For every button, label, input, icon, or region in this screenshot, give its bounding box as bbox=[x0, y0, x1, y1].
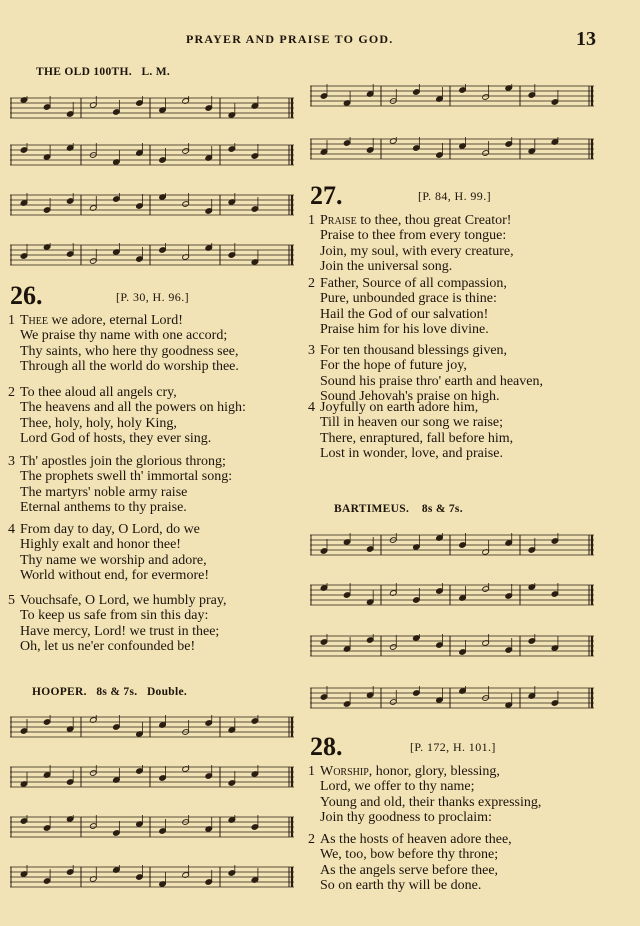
verse-text: we adore, eternal Lord! bbox=[48, 313, 183, 328]
verse-text: For ten thousand blessings given, bbox=[320, 343, 508, 358]
verse-line bbox=[8, 500, 232, 515]
verse-text: Praise him for his love divine. bbox=[320, 322, 489, 338]
music-staff bbox=[10, 193, 294, 217]
verse-line bbox=[8, 593, 226, 608]
page-number: 13 bbox=[576, 28, 596, 50]
verse-line bbox=[308, 343, 543, 358]
hymn-number: 28. bbox=[310, 732, 343, 761]
verse-line bbox=[8, 485, 232, 500]
verse-line bbox=[308, 400, 513, 415]
staff-graphic bbox=[310, 137, 594, 161]
verse-text: Sound Jehovah's praise on high. bbox=[320, 389, 500, 405]
verse-line bbox=[308, 307, 507, 322]
verse-number: 1 bbox=[308, 764, 315, 779]
verse-text: Have mercy, Lord! we trust in thee; bbox=[20, 623, 220, 639]
verse-text: Vouchsafe, O Lord, we humbly pray, bbox=[20, 593, 227, 608]
verse-text: From day to day, O Lord, do we bbox=[20, 522, 200, 537]
verse-text: The prophets swell th' immortal song: bbox=[20, 469, 233, 485]
verse-text: Lord, we offer to thy name; bbox=[320, 779, 475, 795]
verse-line bbox=[8, 400, 246, 415]
music-staff bbox=[10, 96, 294, 120]
verse-text: Thee, holy, holy, holy King, bbox=[20, 415, 177, 431]
staff-graphic bbox=[10, 143, 294, 167]
hymn-number: 26. bbox=[10, 281, 43, 310]
verse-text: Through all the world do worship thee. bbox=[20, 359, 239, 375]
staff-graphic bbox=[10, 96, 294, 120]
verse-line bbox=[8, 522, 209, 537]
verse bbox=[8, 385, 246, 447]
verse-text: Lost in wonder, love, and praise. bbox=[320, 446, 503, 462]
staff-graphic bbox=[10, 815, 294, 839]
verse-text: Hail the God of our salvation! bbox=[320, 306, 489, 322]
verse-text: As the hosts of heaven adore thee, bbox=[320, 832, 512, 847]
verse-line bbox=[308, 764, 541, 779]
verse-text: So on earth thy will be done. bbox=[320, 878, 482, 894]
verse-number: 4 bbox=[8, 522, 15, 537]
verse-line bbox=[8, 553, 209, 568]
verse-number: 2 bbox=[8, 385, 15, 400]
verse bbox=[8, 313, 239, 375]
verse-text: To keep us safe from sin this day: bbox=[20, 608, 209, 624]
verse-line bbox=[308, 795, 541, 810]
music-staff bbox=[310, 686, 594, 710]
verse-line bbox=[308, 847, 512, 862]
verse-line bbox=[8, 385, 246, 400]
staff-graphic bbox=[310, 583, 594, 607]
verse-number: 2 bbox=[308, 276, 315, 291]
tune-title-bartimeus: BARTIMEUS. 8s & 7s. bbox=[334, 503, 463, 515]
verse-number: 5 bbox=[8, 593, 15, 608]
staff-graphic bbox=[310, 686, 594, 710]
verse-line bbox=[308, 863, 512, 878]
tune-title-hooper: HOOPER. 8s & 7s. Double. bbox=[32, 686, 188, 698]
staff-graphic bbox=[10, 715, 294, 739]
staff-graphic bbox=[10, 765, 294, 789]
verse-line bbox=[308, 228, 514, 243]
verse-number: 1 bbox=[308, 213, 315, 228]
verse-line bbox=[308, 358, 543, 373]
verse-first-word: Thee bbox=[20, 313, 48, 328]
verse bbox=[8, 454, 232, 516]
music-staff bbox=[310, 634, 594, 658]
verse-text: As the angels serve before thee, bbox=[320, 862, 499, 878]
verse-number: 1 bbox=[8, 313, 15, 328]
verse-text: , honor, glory, blessing, bbox=[368, 764, 500, 779]
verse-line bbox=[8, 431, 246, 446]
verse bbox=[8, 522, 209, 584]
verse-line bbox=[308, 431, 513, 446]
tune-title-old-100th: THE OLD 100TH. L. M. bbox=[36, 66, 171, 78]
verse bbox=[308, 213, 514, 275]
verse-text: Till in heaven our song we raise; bbox=[320, 415, 504, 431]
staff-graphic bbox=[10, 193, 294, 217]
verse bbox=[308, 276, 507, 338]
verse-text: Joyfully on earth adore him, bbox=[320, 400, 479, 415]
verse-text: Join the universal song. bbox=[320, 259, 453, 275]
verse-text: Praise to thee from every tongue: bbox=[320, 228, 507, 244]
verse-text: Lord God of hosts, they ever sing. bbox=[20, 431, 212, 447]
music-staff bbox=[10, 143, 294, 167]
music-staff bbox=[310, 533, 594, 557]
verse-line bbox=[8, 537, 209, 552]
verse-line bbox=[308, 259, 514, 274]
verse-text: We praise thy name with one accord; bbox=[20, 328, 228, 344]
music-staff bbox=[10, 243, 294, 267]
verse-text: World without end, for evermore! bbox=[20, 568, 209, 584]
verse-text: There, enraptured, fall before him, bbox=[320, 430, 514, 446]
music-staff bbox=[10, 865, 294, 889]
verse-text: Join, my soul, with every creature, bbox=[320, 243, 514, 259]
verse-text: Th' apostles join the glorious throng; bbox=[20, 454, 226, 469]
verse-number: 3 bbox=[308, 343, 315, 358]
verse-line bbox=[308, 810, 541, 825]
verse-text: The heavens and all the powers on high: bbox=[20, 400, 246, 416]
hymn-reference: [P. 30, H. 96.] bbox=[116, 290, 190, 304]
verse-line bbox=[8, 608, 226, 623]
music-staff bbox=[310, 583, 594, 607]
verse bbox=[8, 593, 226, 655]
verse-number: 2 bbox=[308, 832, 315, 847]
staff-graphic bbox=[10, 865, 294, 889]
verse-text: Eternal anthems to thy praise. bbox=[20, 500, 187, 516]
verse-line bbox=[308, 878, 512, 893]
verse-line bbox=[308, 446, 513, 461]
verse-text: Pure, unbounded grace is thine: bbox=[320, 291, 497, 307]
page-header bbox=[0, 28, 640, 52]
verse-line bbox=[308, 276, 507, 291]
staff-graphic bbox=[310, 84, 594, 108]
verse bbox=[308, 400, 513, 462]
page-running-title: PRAYER AND PRAISE TO GOD. bbox=[186, 32, 394, 46]
verse bbox=[308, 343, 543, 405]
verse-text: Join thy goodness to proclaim: bbox=[320, 810, 492, 826]
verse-line bbox=[308, 779, 541, 794]
verse-line bbox=[8, 344, 239, 359]
verse-line bbox=[8, 313, 239, 328]
verse-text: The martyrs' noble army raise bbox=[20, 484, 188, 500]
verse-line bbox=[308, 374, 543, 389]
verse-line bbox=[8, 469, 232, 484]
verse-text: Thy saints, who here thy goodness see, bbox=[20, 343, 239, 359]
verse bbox=[308, 832, 512, 894]
verse-line bbox=[8, 568, 209, 583]
hymn-reference: [P. 84, H. 99.] bbox=[418, 189, 492, 203]
staff-graphic bbox=[310, 533, 594, 557]
verse-line bbox=[8, 416, 246, 431]
hymn-reference: [P. 172, H. 101.] bbox=[410, 740, 496, 754]
verse-first-word: Praise bbox=[320, 213, 357, 228]
music-staff bbox=[10, 765, 294, 789]
verse bbox=[308, 764, 541, 826]
verse-line bbox=[8, 639, 226, 654]
verse-text: Sound his praise thro' earth and heaven, bbox=[320, 373, 543, 389]
music-staff bbox=[310, 137, 594, 161]
verse-text: Thy name we worship and adore, bbox=[20, 552, 207, 568]
verse-line bbox=[308, 244, 514, 259]
music-staff bbox=[310, 84, 594, 108]
verse-line bbox=[308, 291, 507, 306]
hymn-number: 27. bbox=[310, 181, 343, 210]
verse-line bbox=[8, 359, 239, 374]
verse-text: Father, Source of all compassion, bbox=[320, 276, 507, 291]
verse-number: 4 bbox=[308, 400, 315, 415]
verse-text: We, too, bow before thy throne; bbox=[320, 847, 499, 863]
verse-line bbox=[308, 832, 512, 847]
verse-text: For the hope of future joy, bbox=[320, 358, 467, 374]
verse-line bbox=[8, 454, 232, 469]
verse-line bbox=[308, 415, 513, 430]
music-staff bbox=[10, 815, 294, 839]
verse-text: Oh, let us ne'er confounded be! bbox=[20, 639, 196, 655]
verse-line bbox=[8, 328, 239, 343]
verse-first-word: Worship bbox=[320, 764, 369, 779]
verse-text: to thee, thou great Creator! bbox=[356, 213, 512, 228]
verse-text: Young and old, their thanks expressing, bbox=[320, 794, 542, 810]
verse-number: 3 bbox=[8, 454, 15, 469]
staff-graphic bbox=[10, 243, 294, 267]
verse-line bbox=[308, 322, 507, 337]
staff-graphic bbox=[310, 634, 594, 658]
verse-line bbox=[8, 624, 226, 639]
verse-line bbox=[308, 213, 514, 228]
verse-text: Highly exalt and honor thee! bbox=[20, 537, 181, 553]
music-staff bbox=[10, 715, 294, 739]
verse-text: To thee aloud all angels cry, bbox=[20, 385, 177, 400]
